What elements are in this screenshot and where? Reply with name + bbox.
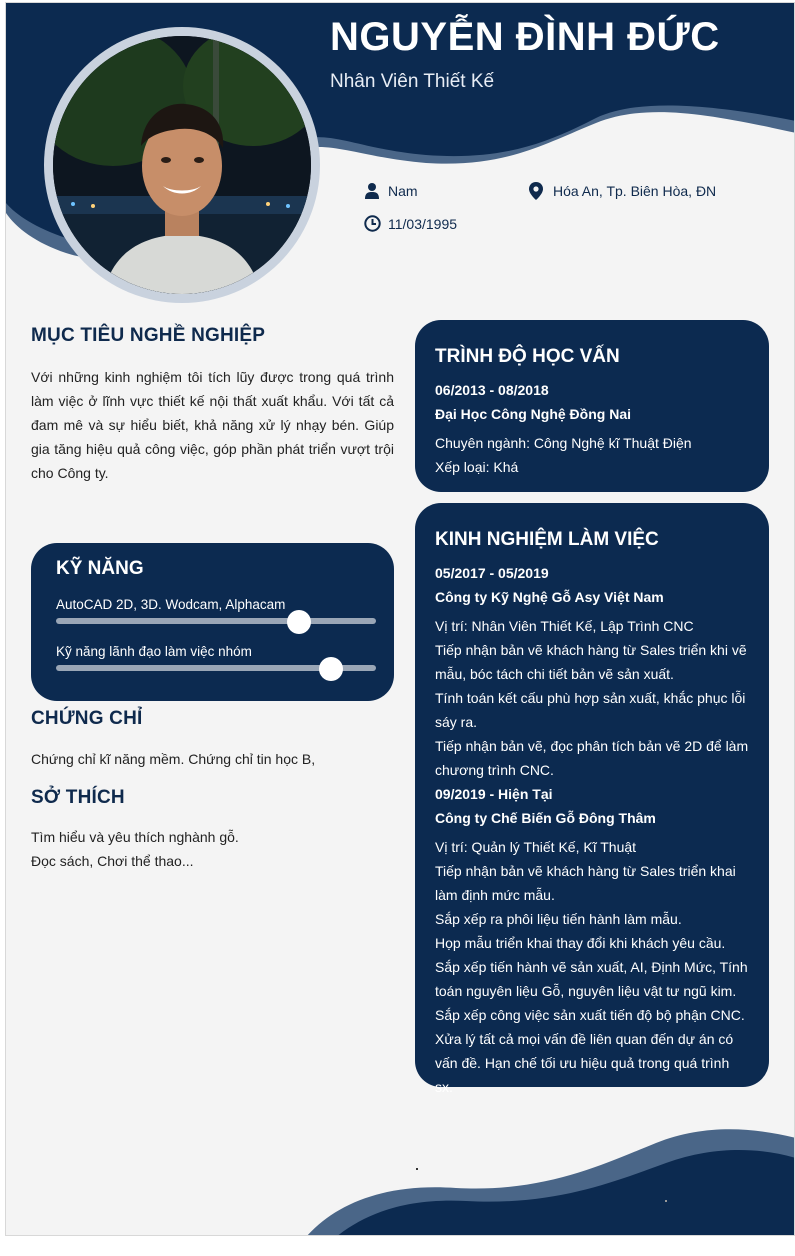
birthday-value: 11/03/1995 bbox=[388, 216, 458, 232]
certificates-text: Chứng chỉ kĩ năng mềm. Chứng chỉ tin học B, bbox=[31, 751, 316, 767]
job-duty: Tính toán kết cấu phù hợp sản xuất, khắc phục lỗi sáy ra. bbox=[435, 690, 746, 730]
job-position: Vị trí: Quản lý Thiết Kế, Kĩ Thuật bbox=[435, 839, 637, 855]
education-school: Đại Học Công Nghệ Đồng Nai bbox=[435, 406, 631, 422]
gender-value: Nam bbox=[388, 183, 418, 199]
skills-card bbox=[31, 543, 394, 701]
job-duty: Sắp xếp công việc sản xuất tiến độ bộ phận CNC. bbox=[435, 1007, 745, 1023]
clock-icon bbox=[364, 215, 381, 232]
hobby-item: Đọc sách, Chơi thể thao... bbox=[31, 853, 194, 869]
job-duty: Tiếp nhận bản vẽ khách hàng từ Sales triển khi vẽ mẫu, bóc tách chi tiết bản vẽ sản xuất. bbox=[435, 642, 747, 682]
job-company: Công ty Kỹ Nghệ Gỗ Asy Việt Nam bbox=[435, 589, 664, 605]
address-value: Hóa An, Tp. Biên Hòa, ĐN bbox=[553, 183, 717, 199]
job-position: Vị trí: Nhân Viên Thiết Kế, Lập Trình CNC bbox=[435, 618, 694, 634]
candidate-name: NGUYỄN ĐÌNH ĐỨC bbox=[330, 15, 720, 59]
hobbies-heading: SỞ THÍCH bbox=[31, 787, 125, 808]
education-major: Chuyên ngành: Công Nghệ kĩ Thuật Điện bbox=[435, 435, 692, 451]
avatar-frame bbox=[44, 27, 320, 303]
job-duty: Sắp xếp tiến hành vẽ sản xuất, AI, Định Mức, Tính toán nguyên liệu Gỗ, nguyên liệu vật tư ngũ kim. bbox=[435, 959, 748, 999]
job-duty: Xửa lý tất cả mọi vấn đề liên quan đến dự án có vấn đề. Hạn chế tối ưu hiệu quả trong quá trình sx. bbox=[435, 1031, 734, 1095]
job-duty: Tiếp nhận bản vẽ khách hàng từ Sales triển khai làm định mức mẫu. bbox=[435, 863, 736, 903]
job-period: 05/2017 - 05/2019 bbox=[435, 565, 549, 581]
job-duty: Họp mẫu triển khai thay đổi khi khách yêu cầu. bbox=[435, 935, 726, 951]
profile-photo-icon bbox=[53, 36, 311, 294]
certificates-heading: CHỨNG CHỈ bbox=[31, 708, 143, 729]
education-heading: TRÌNH ĐỘ HỌC VẤN bbox=[435, 346, 620, 367]
objective-text: Với những kinh nghiệm tôi tích lũy được trong quá trình làm việc ở lĩnh vực thiết kế nội thất xuất khẩu. Với tất cả đam mê và sự hiểu biết, khả năng xử lý nhạy bén. Giúp gia tăng hiệu quả công việc, góp phần phát triển vượt trội cho Công ty. bbox=[31, 369, 394, 481]
job-duty: Sắp xếp ra phôi liệu tiến hành làm mẫu. bbox=[435, 911, 682, 927]
candidate-job-title: Nhân Viên Thiết Kế bbox=[330, 71, 495, 92]
education-card bbox=[415, 320, 769, 492]
stray-mark bbox=[416, 1168, 418, 1170]
education-period: 06/2013 - 08/2018 bbox=[435, 382, 549, 398]
skill-slider-knob[interactable] bbox=[287, 610, 311, 634]
job-period: 09/2019 - Hiện Tại bbox=[435, 786, 553, 802]
map-pin-icon bbox=[529, 182, 543, 200]
objective-heading: MỤC TIÊU NGHỀ NGHIỆP bbox=[31, 325, 266, 346]
skill-label: AutoCAD 2D, 3D. Wodcam, Alphacam bbox=[56, 597, 286, 612]
experience-heading: KINH NGHIỆM LÀM VIỆC bbox=[435, 529, 659, 550]
skill-label: Kỹ năng lãnh đạo làm việc nhóm bbox=[56, 644, 252, 659]
avatar bbox=[53, 36, 311, 294]
skills-heading: KỸ NĂNG bbox=[56, 558, 144, 579]
skill-bar bbox=[56, 618, 376, 624]
education-grade: Xếp loại: Khá bbox=[435, 459, 519, 475]
skill-slider-knob[interactable] bbox=[319, 657, 343, 681]
hobby-item: Tìm hiểu và yêu thích nghành gỗ. bbox=[31, 829, 239, 845]
user-icon bbox=[364, 182, 380, 199]
resume-page bbox=[5, 2, 795, 1236]
experience-card bbox=[415, 503, 769, 1095]
job-company: Công ty Chế Biến Gỗ Đông Thâm bbox=[435, 810, 656, 826]
job-duty: Tiếp nhận bản vẽ, đọc phân tích bản vẽ 2D để làm chương trình CNC. bbox=[435, 738, 749, 778]
stray-mark bbox=[665, 1200, 667, 1202]
